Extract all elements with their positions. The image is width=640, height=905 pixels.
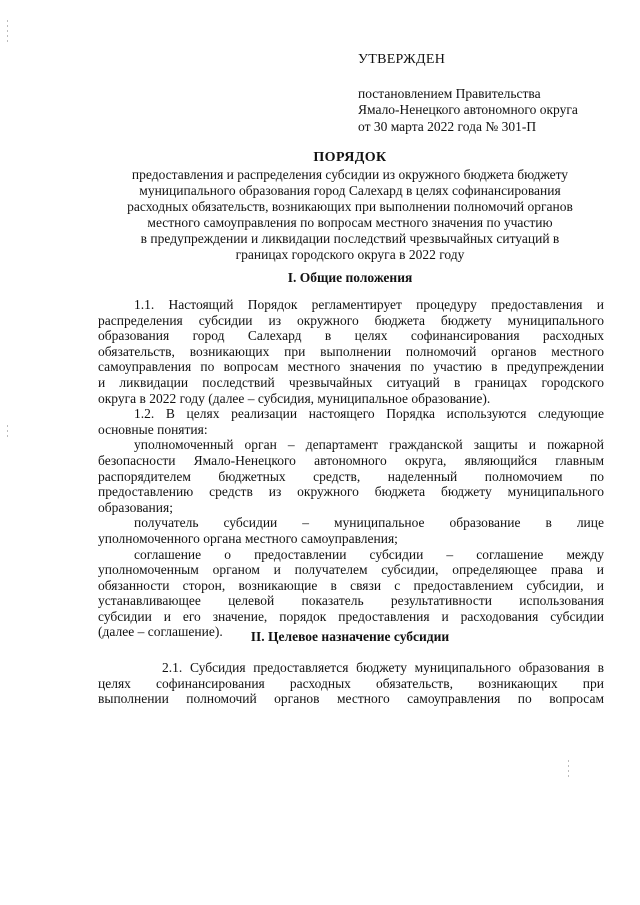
scan-margin-mark	[7, 425, 8, 439]
title-line: муниципального образования город Салехард в целях софинансирования	[139, 183, 561, 198]
paragraph-line: уполномоченным органом и получателем субсидии, определяющее права и	[98, 562, 604, 578]
approval-stamp	[358, 52, 618, 135]
paragraph-line: предоставлению средств из окружного бюджета бюджету муниципального	[98, 484, 604, 500]
paragraph-line: субсидии и его значение, порядок предоставления и расходования субсидии	[98, 608, 604, 624]
paragraph-line: 1.2. В целях реализации настоящего Порядка используются следующие	[134, 406, 604, 422]
title-line: в предупреждении и ликвидации последствий чрезвычайных ситуаций в	[140, 231, 560, 246]
approval-line: от 30 марта 2022 года № 301-П	[358, 118, 537, 134]
section-1-body	[98, 297, 604, 640]
paragraph-line: получатель субсидии – муниципальное образование в лице	[134, 515, 604, 531]
paragraph-line: устанавливающее целевой показатель результативности использования	[98, 593, 604, 609]
scan-margin-mark	[568, 760, 569, 780]
paragraph-line: распределения субсидии из окружного бюджета бюджету муниципального	[98, 312, 604, 328]
paragraph-line: выполнении полномочий органов местного самоуправления по вопросам	[98, 691, 604, 707]
document-title: ПОРЯДОК	[313, 150, 387, 165]
paragraph-line: целях софинансирования расходных обязательств, возникающих при	[98, 675, 604, 691]
title-line: расходных обязательств, возникающих при выполнении полномочий органов	[127, 199, 573, 214]
title-line: местного самоуправления по вопросам местного значения по участию	[147, 215, 553, 230]
paragraph-line: основные понятия:	[98, 421, 208, 437]
approval-line: постановлением Правительства	[358, 85, 541, 101]
paragraph-line: (далее – соглашение).	[98, 624, 223, 640]
approval-heading: УТВЕРЖДЕН	[358, 52, 446, 67]
scan-margin-mark	[7, 20, 8, 44]
paragraph-line: обязанности сторон, возникающие в связи с предоставлением субсидии, и	[98, 577, 604, 593]
paragraph-line: распорядителем бюджетных средств, наделенный полномочием по	[98, 468, 604, 484]
section-2-body	[98, 660, 604, 707]
paragraph-line: округа в 2022 году (далее – субсидия, муниципальное образование).	[98, 390, 491, 406]
paragraph-line: уполномоченного органа местного самоуправления;	[98, 530, 398, 546]
paragraph-line: безопасности Ямало-Ненецкого автономного округа, являющийся главным	[98, 452, 604, 468]
approval-line: Ямало-Ненецкого автономного округа	[358, 102, 578, 117]
document-title-block	[78, 150, 622, 263]
paragraph-line: обязательств, возникающих при выполнении полномочий органов местного	[98, 343, 604, 359]
paragraph-line: образования город Салехард в целях софинансирования расходных	[98, 328, 604, 344]
paragraph-line: 1.1. Настоящий Порядок регламентирует процедуру предоставления и	[134, 297, 604, 312]
paragraph-line: соглашение о предоставлении субсидии – соглашение между	[134, 546, 604, 562]
title-line: предоставления и распределения субсидии из окружного бюджета бюджету	[131, 167, 569, 182]
paragraph-line: уполномоченный орган – департамент гражданской защиты и пожарной	[134, 437, 604, 453]
title-line: границах городского округа в 2022 году	[235, 247, 465, 262]
section-heading: II. Целевое назначение субсидии	[250, 629, 450, 644]
section-heading: I. Общие положения	[287, 270, 413, 285]
paragraph-line: самоуправления по вопросам местного значения по участию в предупреждении	[98, 359, 604, 375]
paragraph-line: 2.1. Субсидия предоставляется бюджету муниципального образования в	[162, 660, 604, 675]
paragraph-line: образования;	[98, 499, 173, 515]
paragraph-line: и ликвидации последствий чрезвычайных ситуаций в границах городского	[98, 374, 604, 390]
